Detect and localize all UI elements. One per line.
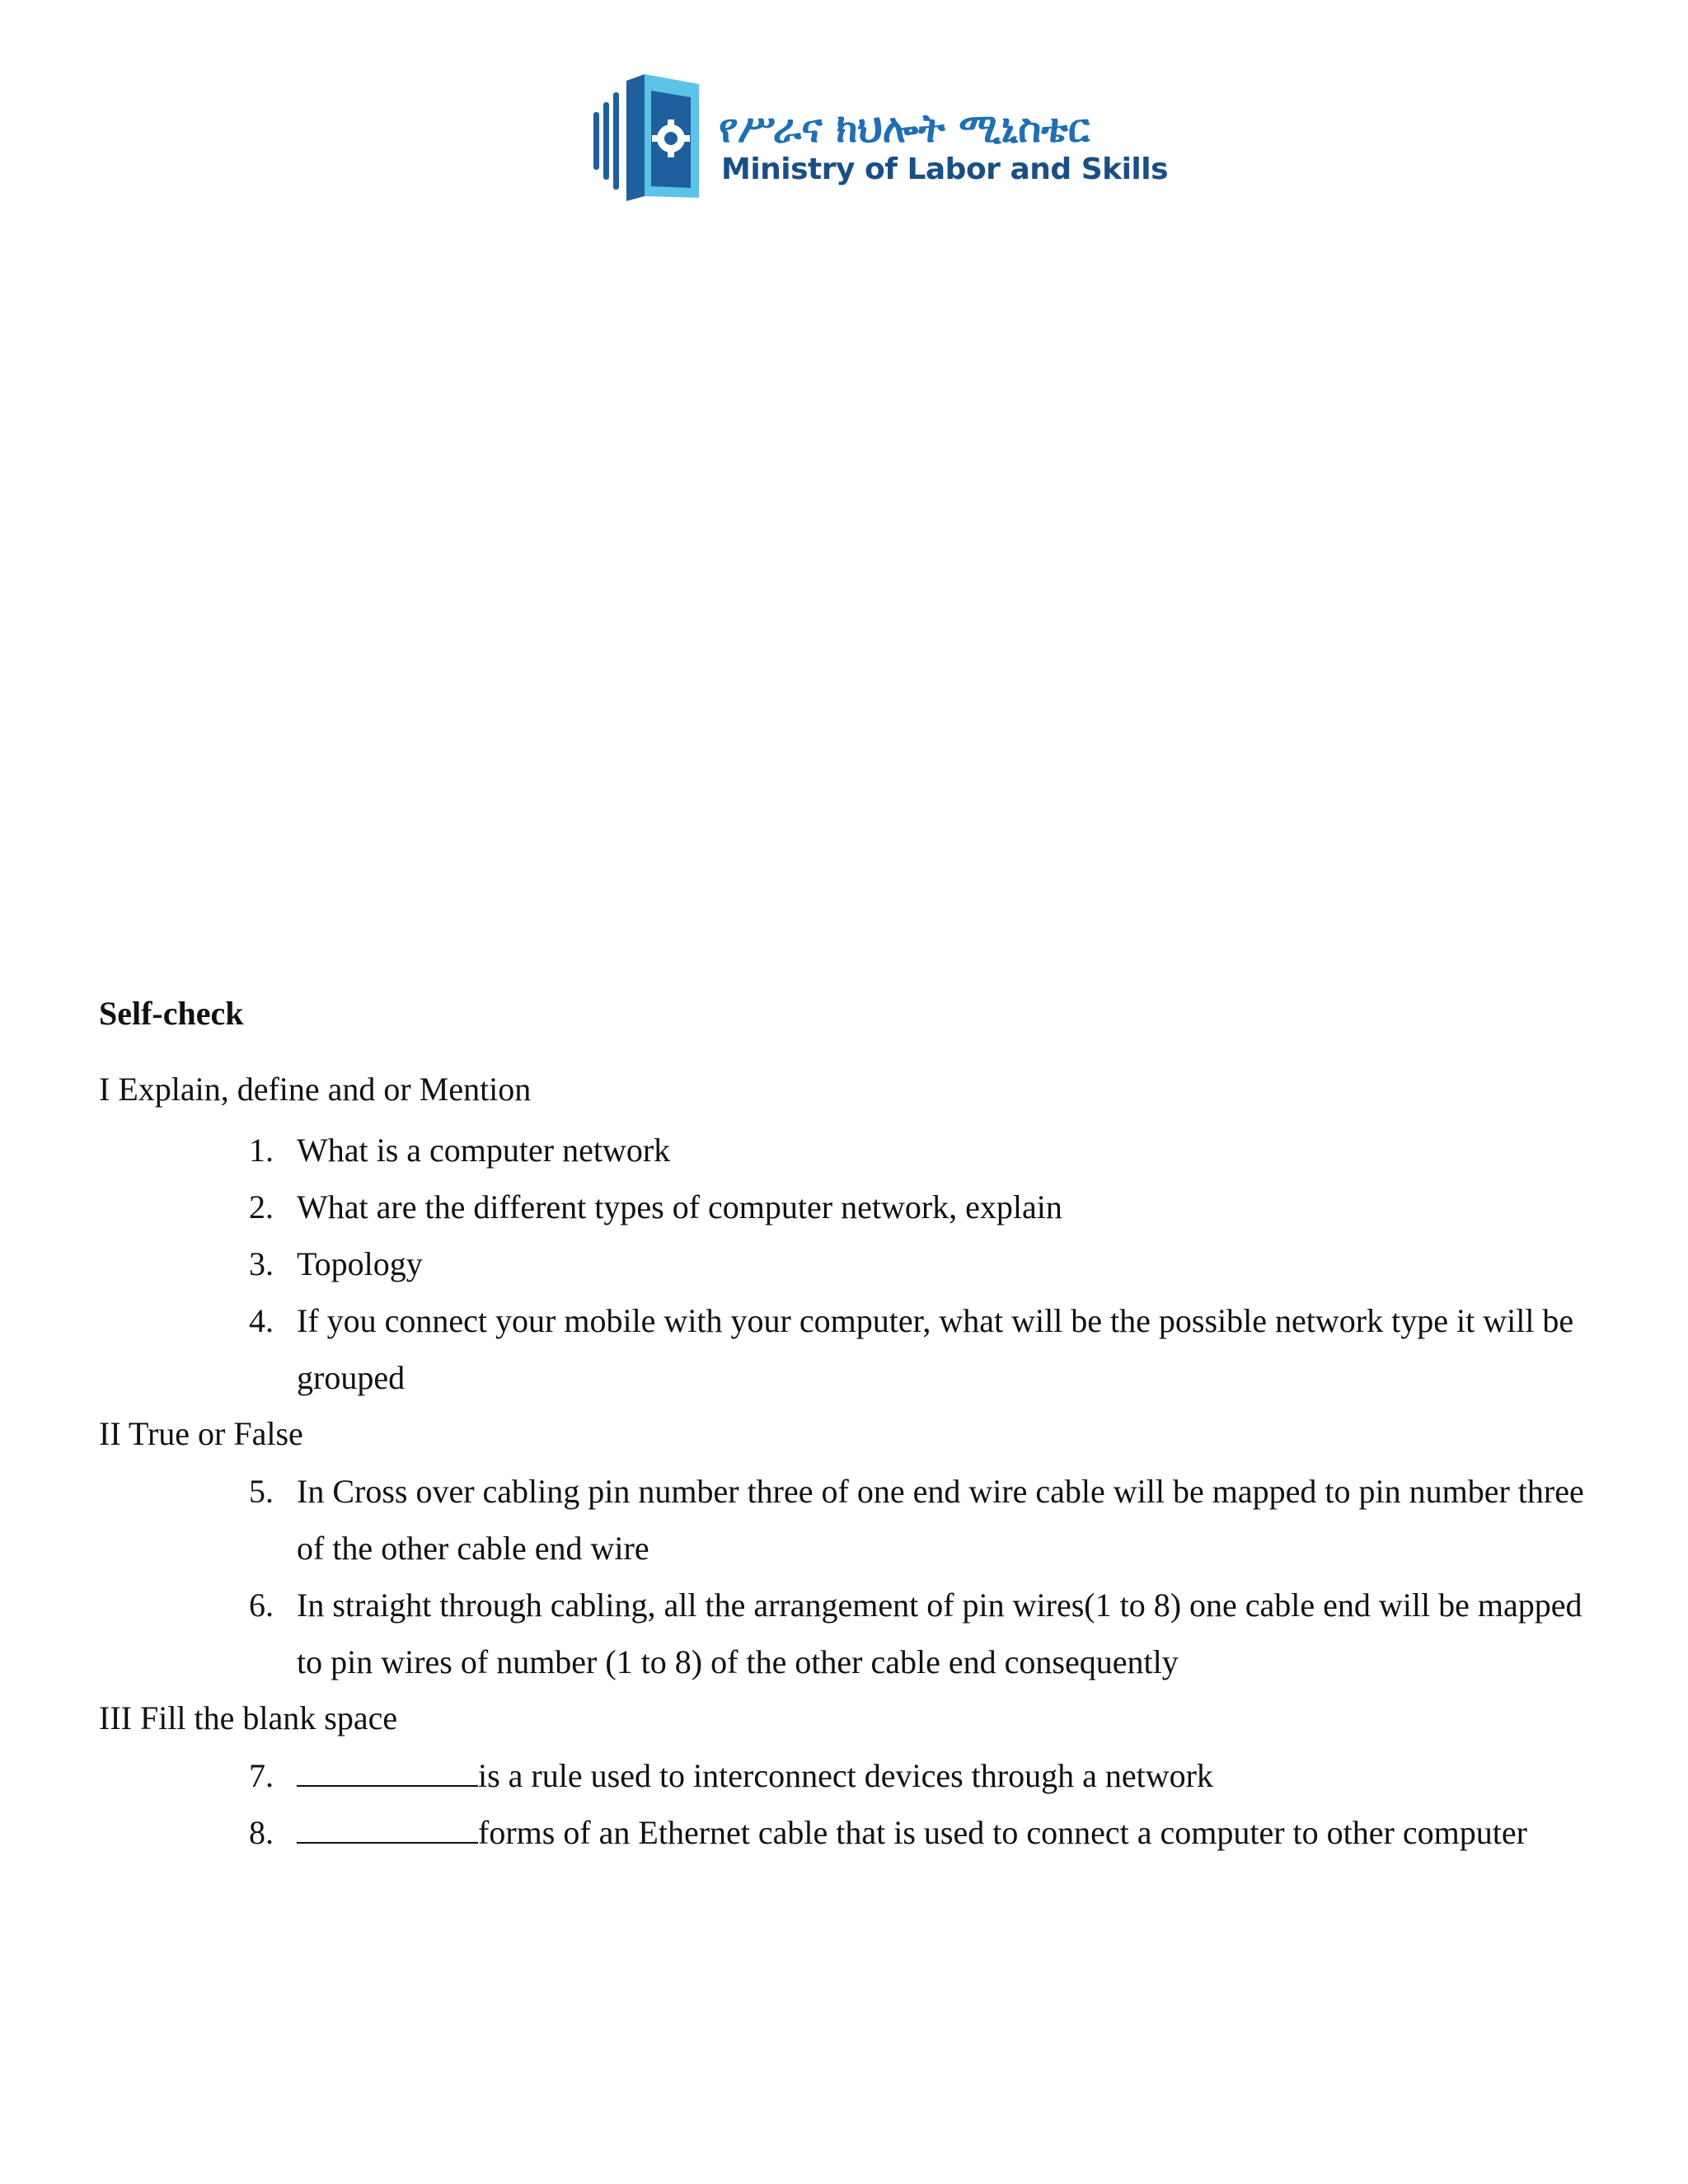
question-item <box>239 1292 1591 1406</box>
question-text: Topology <box>297 1245 423 1282</box>
question-number: 5. <box>249 1473 274 1510</box>
question-text: If you connect your mobile with your computer, what will be the possible network type it will be grouped <box>297 1302 1574 1396</box>
question-text: is a rule used to interconnect devices through a network <box>478 1757 1213 1794</box>
question-item <box>239 1577 1591 1690</box>
ministry-logo-emblem-icon <box>593 73 717 204</box>
section-heading-explain: I Explain, define and or Mention <box>99 1071 532 1108</box>
logo-amharic-text: የሥራና ክህሎት ሚኒስቴር <box>719 105 1090 152</box>
question-item <box>239 1747 1591 1804</box>
question-text: In Cross over cabling pin number three of one end wire cable will be mapped to pin number three of the other cable end wire <box>297 1473 1584 1567</box>
question-number: 8. <box>249 1814 274 1851</box>
question-item <box>239 1179 1591 1235</box>
answer-blank[interactable] <box>297 1757 478 1787</box>
question-item <box>239 1463 1591 1577</box>
question-number: 4. <box>249 1302 274 1339</box>
question-item <box>239 1122 1591 1179</box>
question-number: 7. <box>249 1757 274 1794</box>
ministry-logo <box>593 73 1169 213</box>
logo-english-text: Ministry of Labor and Skills <box>721 152 1169 186</box>
question-number: 6. <box>249 1586 274 1624</box>
question-item <box>239 1235 1591 1292</box>
question-item <box>239 1804 1591 1861</box>
question-number: 3. <box>249 1245 274 1282</box>
question-text: In straight through cabling, all the arrangement of pin wires(1 to 8) one cable end will be mapped to pin wires of number (1 to 8) of the other cable end consequently <box>297 1586 1582 1680</box>
question-text: forms of an Ethernet cable that is used to connect a computer to other computer <box>478 1814 1527 1851</box>
question-number: 2. <box>249 1188 274 1226</box>
question-text: What are the different types of computer network, explain <box>297 1188 1062 1226</box>
question-text: What is a computer network <box>297 1132 671 1169</box>
section-heading-fill-blank: III Fill the blank space <box>99 1699 398 1736</box>
section-heading-true-false: II True or False <box>99 1415 303 1452</box>
question-number: 1. <box>249 1132 274 1169</box>
answer-blank[interactable] <box>297 1814 478 1844</box>
page-title: Self-check <box>99 995 244 1032</box>
